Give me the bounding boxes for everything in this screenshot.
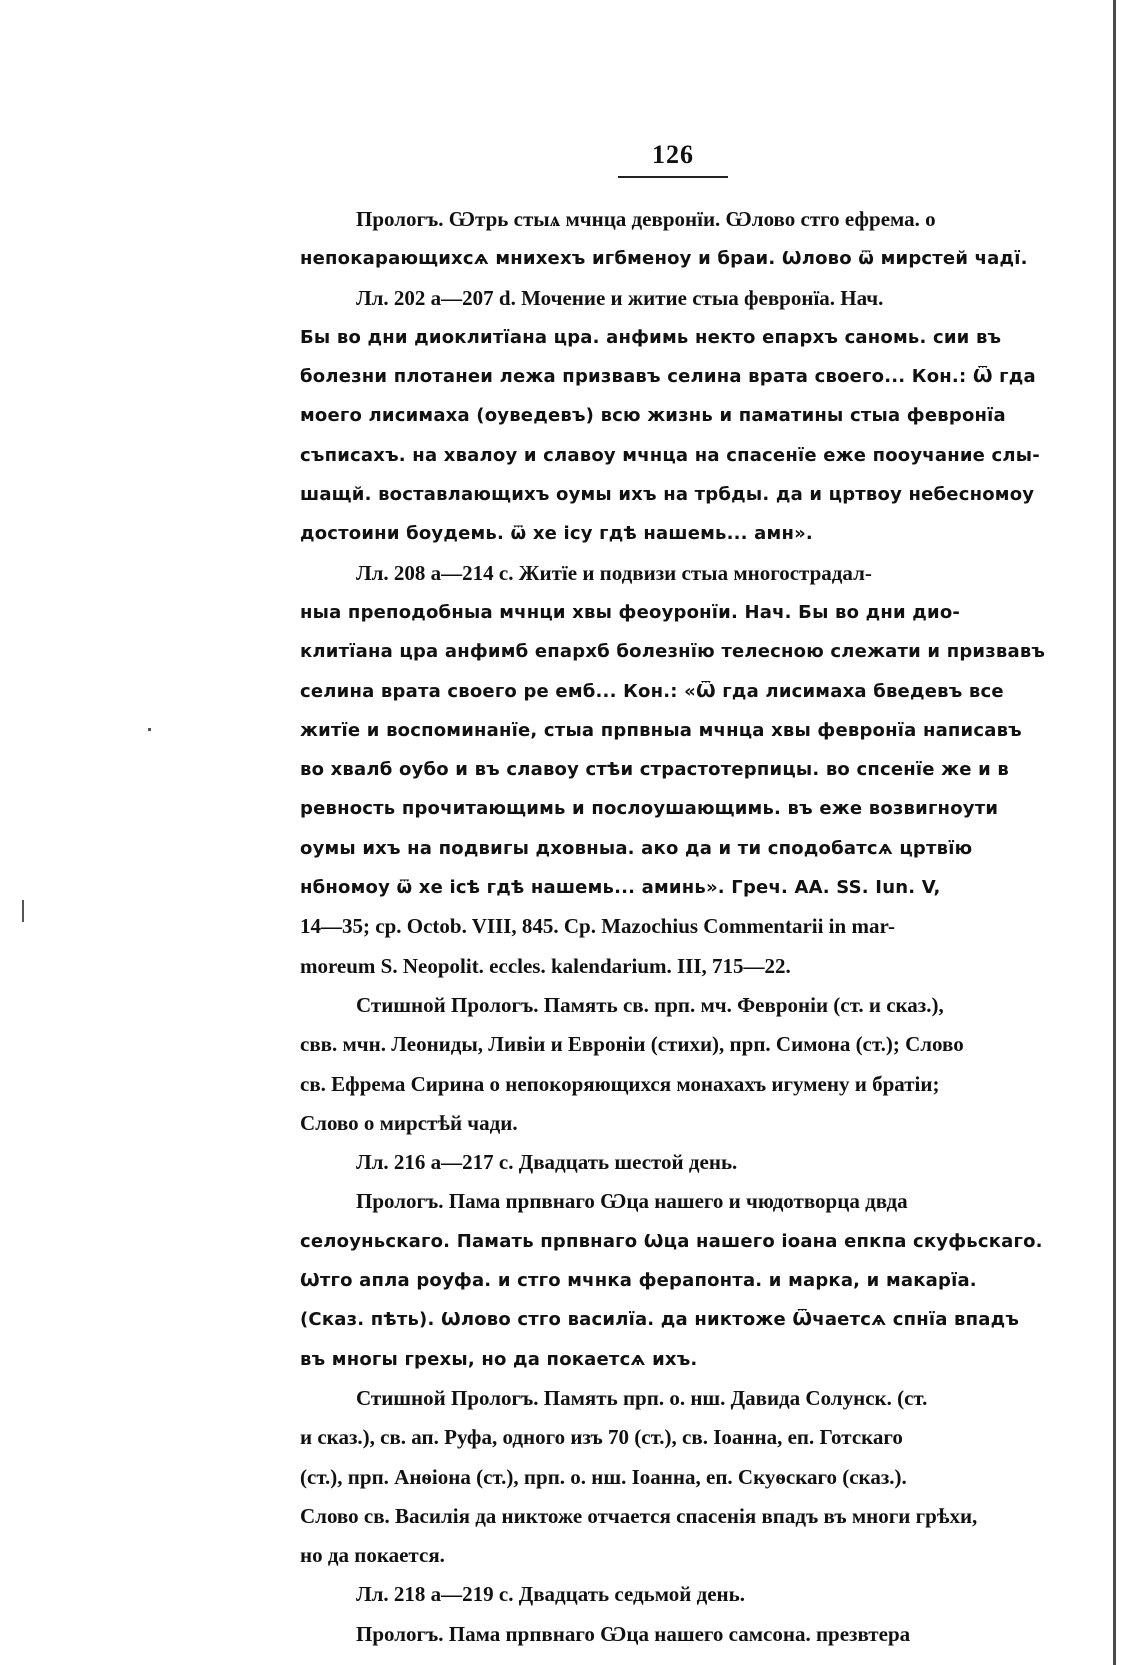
text-line: Прологъ. Пама прпвнаго Ѡца нашего и чюдотворца двда bbox=[356, 1189, 908, 1214]
text-line: оумы ихъ на подвигы дховныа. ако да и ти сподобатсѧ цртвїю bbox=[300, 837, 973, 859]
text-line: во хвалб оубо и въ славоу стѣи страстотерпицы. во спсенїе же и в bbox=[300, 759, 1009, 781]
text-line: въ многы грехы, но да покаетсѧ ихъ. bbox=[300, 1348, 698, 1370]
text-line: Слово св. Василія да никтоже отчается спасенія впадъ въ многи грѣхи, bbox=[300, 1503, 978, 1528]
page-edge-rule bbox=[1113, 0, 1116, 1665]
text-line: и сказ.), св. ап. Руфа, одного изъ 70 (ст.), св. Іоанна, еп. Готскаго bbox=[300, 1425, 903, 1450]
text-line: но да покается. bbox=[300, 1543, 445, 1568]
text-line: Ѡтго апла роуфа. и стго мчнка ферапонта. и марка, и макарїа. bbox=[300, 1270, 977, 1292]
page-number-underline bbox=[618, 176, 728, 178]
text-line: селоуньскаго. Памать прпвнаго Ѡца нашего іоана епкпа скуфьскаго. bbox=[300, 1230, 1043, 1252]
body-text bbox=[300, 200, 1048, 1654]
text-line: Прологъ. Пама прпвнаго Ѡца нашего самсона. презвтера bbox=[356, 1621, 911, 1646]
text-line: moreum S. Neopolit. eccles. kalendarium. III, 715—22. bbox=[300, 953, 791, 978]
text-line: Лл. 202 а—207 d. Мочение и житие стыа февронїа. Нач. bbox=[356, 285, 884, 310]
text-line: Лл. 208 а—214 с. Житїе и подвизи стыа многострадал- bbox=[356, 560, 872, 585]
text-line: 14—35; ср. Octob. VIII, 845. Ср. Mazochius Commentarii in mar- bbox=[300, 914, 895, 939]
text-line: моего лисимаха (оуведевъ) всю жизнь и паматины стыа февронїа bbox=[300, 405, 1006, 427]
text-line: Слово о мирстѣй чади. bbox=[300, 1110, 518, 1135]
scan-speck bbox=[22, 900, 24, 922]
text-line: Стишной Прологъ. Память прп. о. нш. Давида Солунск. (ст. bbox=[356, 1385, 928, 1410]
scan-speck bbox=[148, 728, 151, 731]
text-line: Бы во дни диоклитїана цра. анфимь некто епархъ саномь. сии въ bbox=[300, 326, 1002, 348]
text-line: (Сказ. пѣть). Ѡлово стго василїа. да никтоже Ѿчаетсѧ спнїа впадъ bbox=[300, 1309, 1020, 1331]
text-line: житїе и воспоминанїе, стыа прпвныа мчнца хвы февронїа написавъ bbox=[300, 719, 1022, 741]
text-line: нбномоу ѿ хе ісѣ гдѣ нашемь... аминь». Греч. АА. SS. Iun. V, bbox=[300, 877, 941, 899]
text-line: свв. мчн. Леониды, Ливіи и Евроніи (стихи), прп. Симона (ст.); Слово bbox=[300, 1032, 964, 1057]
text-line: ныа преподобныа мчнци хвы феоуронїи. Нач. Бы во дни дио- bbox=[300, 601, 961, 623]
page-number: 126 bbox=[652, 140, 694, 169]
text-line: св. Ефрема Сирина о непокоряющихся монахахъ игумену и братіи; bbox=[300, 1071, 940, 1096]
text-line: болезни плотанеи лежа призвавъ селина врата своего... Кон.: Ѿ гда bbox=[300, 366, 1036, 388]
text-line: Лл. 216 а—217 с. Двадцать шестой день. bbox=[356, 1150, 738, 1175]
text-line: шащй. воставлающихъ оумы ихъ на трбды. да и цртвоу небесномоу bbox=[300, 484, 1035, 506]
text-line: селина врата своего ре емб... Кон.: «Ѿ гда лисимаха бведевъ все bbox=[300, 680, 1004, 702]
text-line: съписахъ. на хвалоу и славоу мчнца на спасенїе еже пооучание слы- bbox=[300, 444, 1040, 466]
text-line: Стишной Прологъ. Память св. прп. мч. Февроніи (ст. и сказ.), bbox=[356, 992, 944, 1017]
text-line: (ст.), прп. Анѳіона (ст.), прп. о. нш. Іоанна, еп. Скуѳскаго (сказ.). bbox=[300, 1464, 907, 1489]
text-line: ревность прочитающимь и послоушающимь. въ еже возвигноути bbox=[300, 798, 999, 820]
text-line: непокарающихсѧ мнихехъ игбменоу и браи. Ѡлово ѿ мирстей чадї. bbox=[300, 248, 1028, 270]
text-line: клитїана цра анфимб епархб болезнїю телесною слежати и призвавъ bbox=[300, 641, 1046, 663]
text-line: Прологъ. Ѡтрь стыѧ мчнца девронїи. Ѡлово стго ефрема. о bbox=[356, 207, 936, 231]
text-line: достоини боудемь. ѿ хе ісу гдѣ нашемь... амн». bbox=[300, 523, 813, 545]
text-line: Лл. 218 а—219 с. Двадцать седьмой день. bbox=[356, 1582, 746, 1607]
